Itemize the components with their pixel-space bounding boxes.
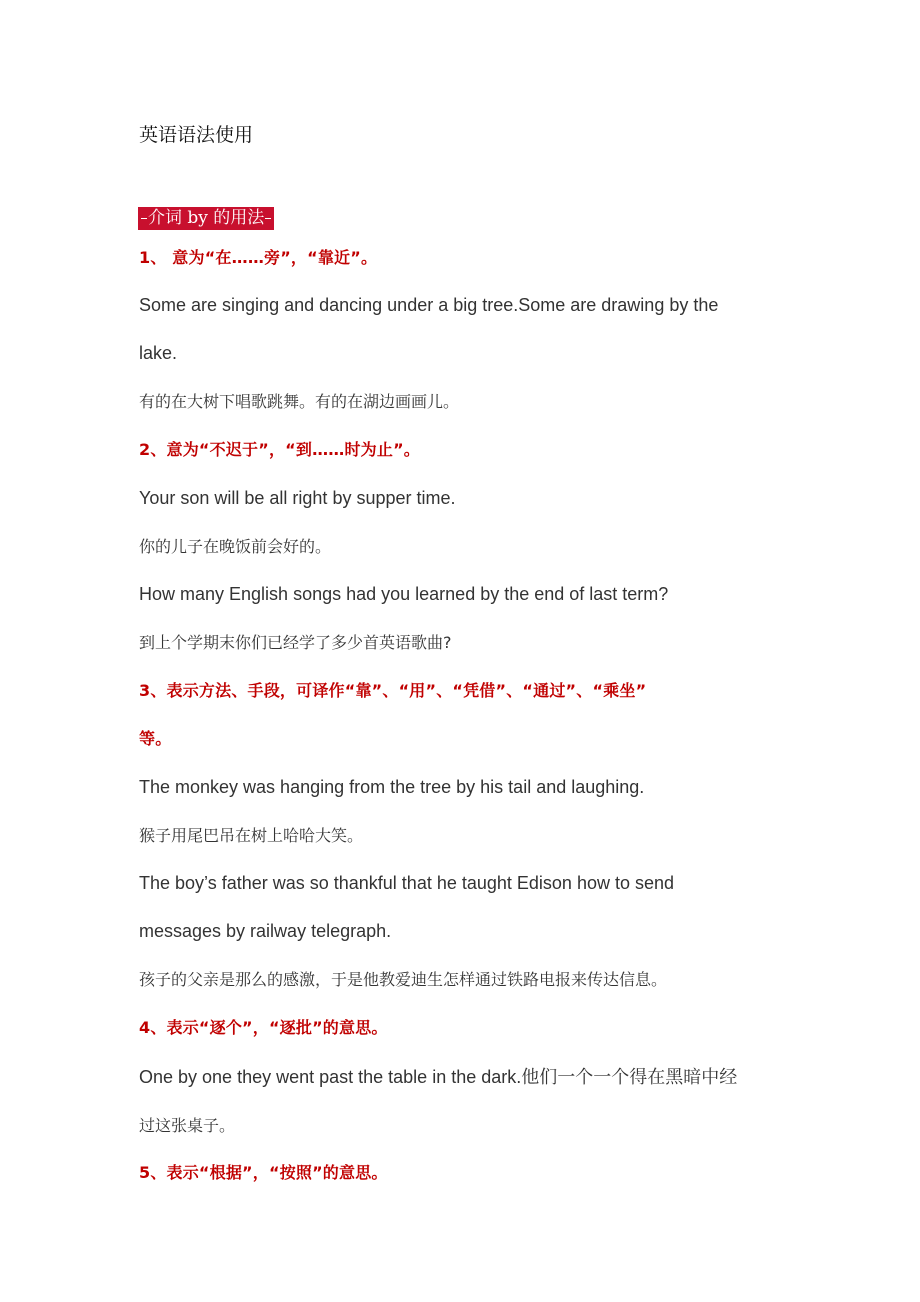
heading-5: 5、表示“根据”，“按照”的意思。 <box>139 1163 388 1182</box>
heading-2: 2、意为“不迟于”，“到……时为止”。 <box>139 440 420 459</box>
example-en-2a: Your son will be all right by supper time. <box>139 488 456 508</box>
badge-dash-right <box>265 218 271 219</box>
translation-zh-2a: 你的儿子在晚饭前会好的。 <box>139 537 332 556</box>
example-en-1a: Some are singing and dancing under a big tree.Some are drawing by the <box>139 295 719 315</box>
translation-zh-4: 过这张桌子。 <box>139 1116 236 1135</box>
section-badge <box>138 207 274 230</box>
translation-zh-3a: 猴子用尾巴吊在树上哈哈大笑。 <box>139 826 364 845</box>
heading-1: 1、 意为“在……旁”，“靠近”。 <box>139 248 378 267</box>
heading-3: 3、表示方法、手段，可译作“靠”、“用”、“凭借”、“通过”、“乘坐” <box>139 681 647 700</box>
example-en-1b: lake. <box>139 343 178 363</box>
example-en-2b: How many English songs had you learned by the end of last term? <box>139 584 669 604</box>
example-en-3c: messages by railway telegraph. <box>139 921 392 941</box>
document-title: 英语语法使用 <box>139 124 254 146</box>
translation-zh-2b: 到上个学期末你们已经学了多少首英语歌曲? <box>139 633 452 652</box>
heading-4: 4、表示“逐个”，“逐批”的意思。 <box>139 1018 388 1037</box>
example-en-3b: The boy’s father was so thankful that he taught Edison how to send <box>139 873 675 893</box>
heading-3-cont: 等。 <box>139 729 172 748</box>
badge-dash-left <box>141 218 147 219</box>
translation-zh-3b: 孩子的父亲是那么的感激，于是他教爱迪生怎样通过铁路电报来传达信息。 <box>139 970 668 989</box>
example-en-4: One by one they went past the table in the dark.他们一个一个得在黑暗中经 <box>139 1067 738 1087</box>
example-en-3a: The monkey was hanging from the tree by his tail and laughing. <box>139 777 645 797</box>
section-badge-label: 介词 by 的用法 <box>148 208 265 228</box>
translation-zh-1: 有的在大树下唱歌跳舞。有的在湖边画画儿。 <box>139 392 460 411</box>
